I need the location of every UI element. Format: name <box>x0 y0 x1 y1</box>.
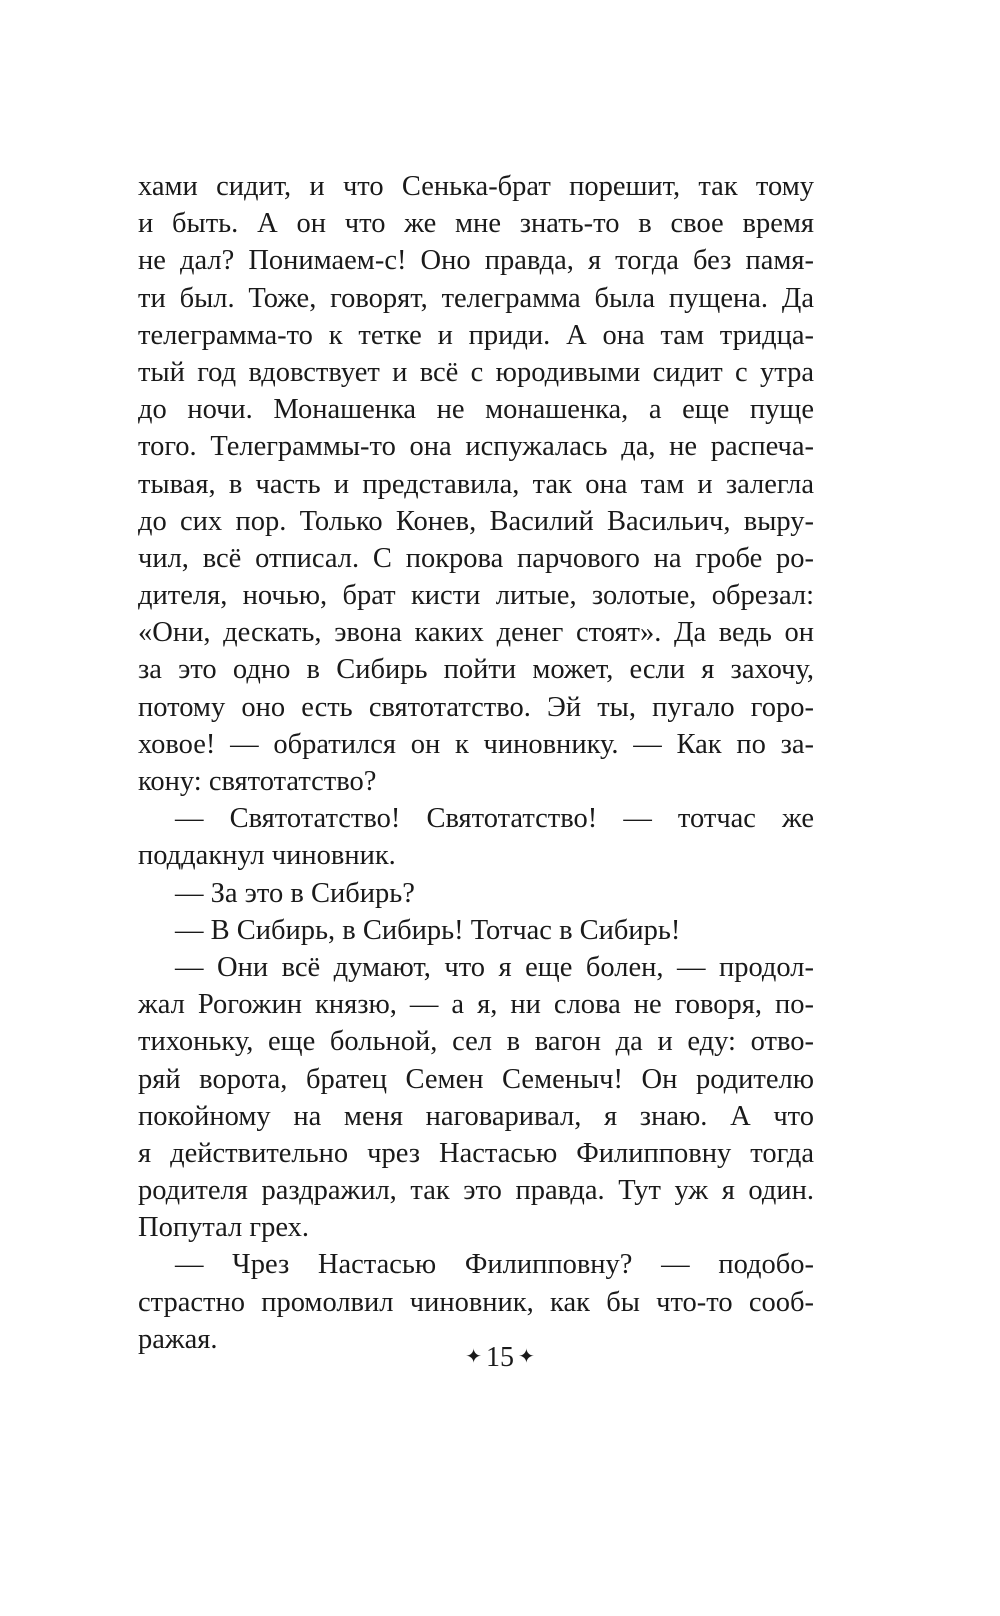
text-line: и быть. А он что же мне знать-то в свое время <box>138 208 814 240</box>
text-line: дителя, ночью, брат кисти литые, золотые, обрезал: <box>138 580 814 612</box>
text-line: ряй ворота, братец Семен Семеныч! Он родителю <box>138 1063 814 1095</box>
text-line: тихоньку, еще больной, сел в вагон да и еду: отво- <box>138 1026 814 1058</box>
text-line: не дал? Понимаем-с! Оно правда, я тогда без памя- <box>138 245 814 277</box>
text-line: «Они, дескать, эвона каких денег стоят». Да ведь он <box>138 617 814 649</box>
text-line: жал Рогожин князю, — а я, ни слова не говоря, по- <box>138 989 814 1021</box>
text-line: чил, всё отписал. С покрова парчового на гробе ро- <box>138 542 814 574</box>
text-line: — За это в Сибирь? <box>175 877 415 909</box>
text-line: ховое! — обратился он к чиновнику. — Как по за- <box>138 728 814 760</box>
text-line: за это одно в Сибирь пойти может, если я захочу, <box>138 654 814 686</box>
text-line: — Они всё думают, что я еще болен, — продол- <box>175 951 814 983</box>
page-number-footer <box>0 1342 1000 1374</box>
text-line: того. Телеграммы-то она испужалась да, не распеча- <box>138 431 814 463</box>
text-line: — В Сибирь, в Сибирь! Тотчас в Сибирь! <box>175 914 681 946</box>
text-line: — Чрез Настасью Филипповну? — подобо- <box>175 1249 814 1281</box>
text-line: я действительно чрез Настасью Филипповну тогда <box>138 1137 814 1169</box>
text-line: до сих пор. Только Конев, Василий Васильич, выру- <box>138 505 814 537</box>
body-text <box>138 168 814 1358</box>
page-number: 15 <box>486 1342 514 1373</box>
ornament-left-icon: ✦ <box>465 1346 482 1368</box>
text-line: потому оно есть святотатство. Эй ты, пугало горо- <box>138 691 814 723</box>
text-line: родителя раздражил, так это правда. Тут уж я один. <box>138 1175 814 1207</box>
text-line: покойному на меня наговаривал, я знаю. А что <box>138 1100 814 1132</box>
text-line: телеграмма-то к тетке и приди. А она там тридца- <box>138 319 814 351</box>
text-line: ражая. <box>138 1323 218 1355</box>
text-line: Попутал грех. <box>138 1212 309 1244</box>
text-line: — Святотатство! Святотатство! — тотчас же <box>175 803 814 835</box>
text-line: страстно промолвил чиновник, как бы что-то сооб- <box>138 1286 814 1318</box>
text-line: кону: святотатство? <box>138 766 377 797</box>
text-line: тый год вдовствует и всё с юродивыми сидит с утра <box>138 356 814 388</box>
text-line: поддакнул чиновник. <box>138 840 396 872</box>
text-line: ти был. Тоже, говорят, телеграмма была пущена. Да <box>138 282 814 314</box>
text-line: хами сидит, и что Сенька-брат порешит, так тому <box>138 171 814 202</box>
text-line: до ночи. Монашенка не монашенка, а еще пуще <box>138 394 814 426</box>
ornament-right-icon: ✦ <box>518 1346 535 1368</box>
text-line: тывая, в часть и представила, так она там и залегла <box>138 468 814 500</box>
